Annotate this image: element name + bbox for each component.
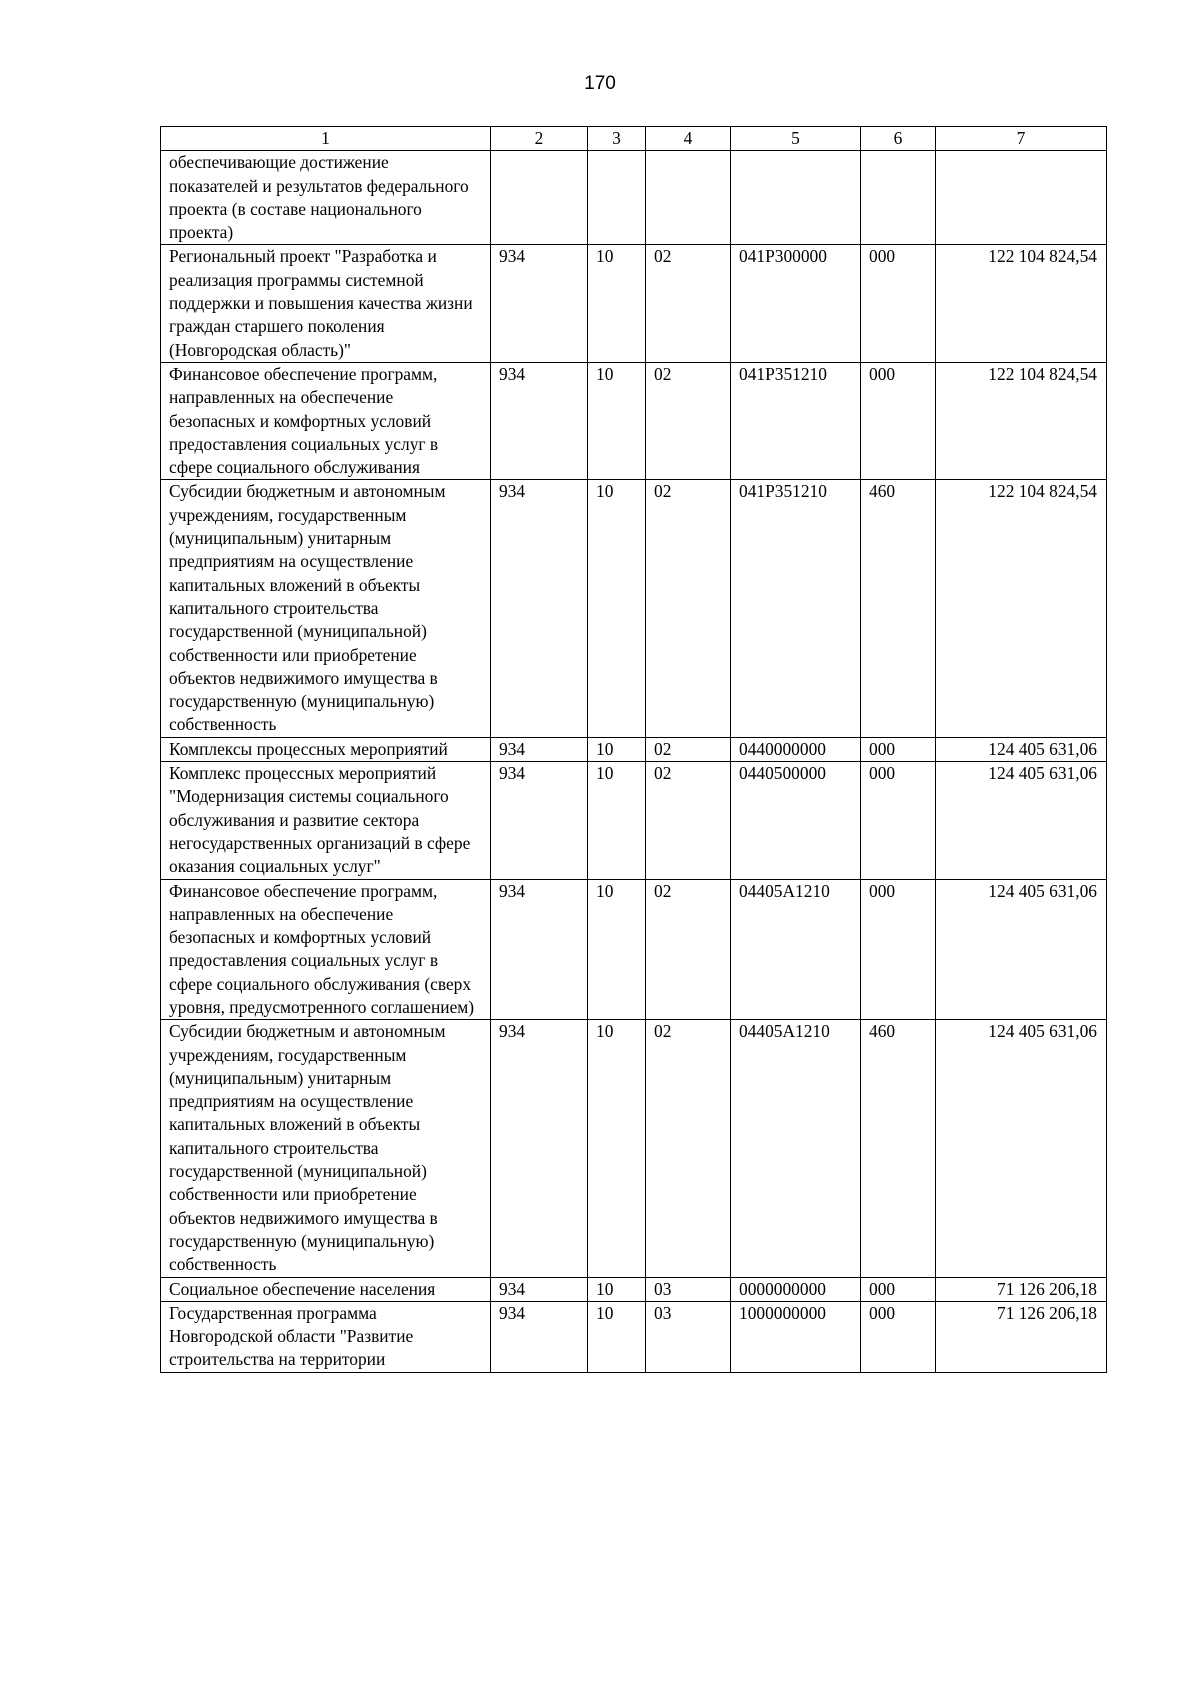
row-code-3: 10 (588, 1277, 646, 1301)
row-code-3: 10 (588, 737, 646, 761)
row-code-4 (646, 151, 731, 245)
row-amount: 71 126 206,18 (936, 1277, 1107, 1301)
table-header (161, 127, 1107, 151)
row-code-2 (491, 151, 588, 245)
row-code-5: 041Р300000 (731, 245, 861, 362)
table-row (161, 362, 1107, 479)
budget-table (160, 126, 1107, 1373)
table-row (161, 879, 1107, 1020)
table-row (161, 737, 1107, 761)
row-name: Комплекс процессных мероприятий "Модернизация системы социального обслуживания и развитие сектора негосударственных организаций в сфере оказания социальных услуг" (161, 762, 491, 879)
row-name: Комплексы процессных мероприятий (161, 737, 491, 761)
row-code-2: 934 (491, 362, 588, 479)
row-name: Субсидии бюджетным и автономным учреждениям, государственным (муниципальным) унитарным предприятиям на осуществление капитальных вложений в объекты капитального строительства государственной (муниципальной) собственности или приобретение объектов недвижимого имущества в государственную (муниципальную) собственность (161, 1020, 491, 1277)
table-row (161, 245, 1107, 362)
row-amount: 122 104 824,54 (936, 362, 1107, 479)
row-code-4: 02 (646, 1020, 731, 1277)
row-code-3: 10 (588, 762, 646, 879)
table-row (161, 762, 1107, 879)
row-code-3: 10 (588, 245, 646, 362)
row-code-3 (588, 151, 646, 245)
row-code-6: 460 (861, 1020, 936, 1277)
table-row (161, 1301, 1107, 1372)
page-number: 170 (584, 73, 616, 94)
row-code-4: 02 (646, 362, 731, 479)
table-row (161, 1020, 1107, 1277)
row-code-6: 000 (861, 762, 936, 879)
row-amount: 124 405 631,06 (936, 737, 1107, 761)
row-name: Социальное обеспечение населения (161, 1277, 491, 1301)
row-code-6: 000 (861, 1277, 936, 1301)
row-code-6: 000 (861, 245, 936, 362)
row-code-3: 10 (588, 879, 646, 1020)
row-code-4: 03 (646, 1277, 731, 1301)
header-row (161, 127, 1107, 151)
row-amount: 124 405 631,06 (936, 762, 1107, 879)
row-code-5: 041Р351210 (731, 362, 861, 479)
row-code-5 (731, 151, 861, 245)
row-name: Финансовое обеспечение программ, направленных на обеспечение безопасных и комфортных условий предоставления социальных услуг в сфере социального обслуживания (161, 362, 491, 479)
row-code-5: 04405А1210 (731, 1020, 861, 1277)
row-code-5: 04405А1210 (731, 879, 861, 1020)
row-code-4: 02 (646, 879, 731, 1020)
column-header: 7 (936, 127, 1107, 151)
row-code-2: 934 (491, 737, 588, 761)
column-header: 6 (861, 127, 936, 151)
row-code-3: 10 (588, 480, 646, 737)
row-code-3: 10 (588, 1301, 646, 1372)
row-code-3: 10 (588, 362, 646, 479)
column-header: 1 (161, 127, 491, 151)
row-code-3: 10 (588, 1020, 646, 1277)
row-code-5: 0440500000 (731, 762, 861, 879)
row-code-4: 03 (646, 1301, 731, 1372)
row-code-4: 02 (646, 480, 731, 737)
row-code-6: 000 (861, 879, 936, 1020)
row-code-2: 934 (491, 1277, 588, 1301)
row-amount: 71 126 206,18 (936, 1301, 1107, 1372)
row-name: Государственная программа Новгородской области "Развитие строительства на территории (161, 1301, 491, 1372)
table-row (161, 1277, 1107, 1301)
row-code-5: 1000000000 (731, 1301, 861, 1372)
row-code-5: 041Р351210 (731, 480, 861, 737)
table-body (161, 151, 1107, 1372)
row-code-2: 934 (491, 879, 588, 1020)
row-code-4: 02 (646, 762, 731, 879)
row-code-6: 000 (861, 1301, 936, 1372)
row-code-6 (861, 151, 936, 245)
row-amount: 122 104 824,54 (936, 480, 1107, 737)
row-code-6: 000 (861, 362, 936, 479)
row-code-5: 0000000000 (731, 1277, 861, 1301)
row-amount: 122 104 824,54 (936, 245, 1107, 362)
column-header: 5 (731, 127, 861, 151)
row-name: Региональный проект "Разработка и реализация программы системной поддержки и повышения качества жизни граждан старшего поколения (Новгородская область)" (161, 245, 491, 362)
row-code-6: 460 (861, 480, 936, 737)
row-code-2: 934 (491, 762, 588, 879)
column-header: 2 (491, 127, 588, 151)
row-code-5: 0440000000 (731, 737, 861, 761)
column-header: 4 (646, 127, 731, 151)
row-amount: 124 405 631,06 (936, 1020, 1107, 1277)
table-row (161, 480, 1107, 737)
row-name: обеспечивающие достижение показателей и результатов федерального проекта (в составе национального проекта) (161, 151, 491, 245)
row-code-2: 934 (491, 1020, 588, 1277)
row-code-4: 02 (646, 245, 731, 362)
row-amount (936, 151, 1107, 245)
table-row (161, 151, 1107, 245)
row-code-2: 934 (491, 480, 588, 737)
row-code-4: 02 (646, 737, 731, 761)
row-code-2: 934 (491, 245, 588, 362)
row-code-2: 934 (491, 1301, 588, 1372)
row-name: Финансовое обеспечение программ, направленных на обеспечение безопасных и комфортных условий предоставления социальных услуг в сфере социального обслуживания (сверх уровня, предусмотренного соглашением) (161, 879, 491, 1020)
row-amount: 124 405 631,06 (936, 879, 1107, 1020)
row-code-6: 000 (861, 737, 936, 761)
column-header: 3 (588, 127, 646, 151)
row-name: Субсидии бюджетным и автономным учреждениям, государственным (муниципальным) унитарным предприятиям на осуществление капитальных вложений в объекты капитального строительства государственной (муниципальной) собственности или приобретение объектов недвижимого имущества в государственную (муниципальную) собственность (161, 480, 491, 737)
